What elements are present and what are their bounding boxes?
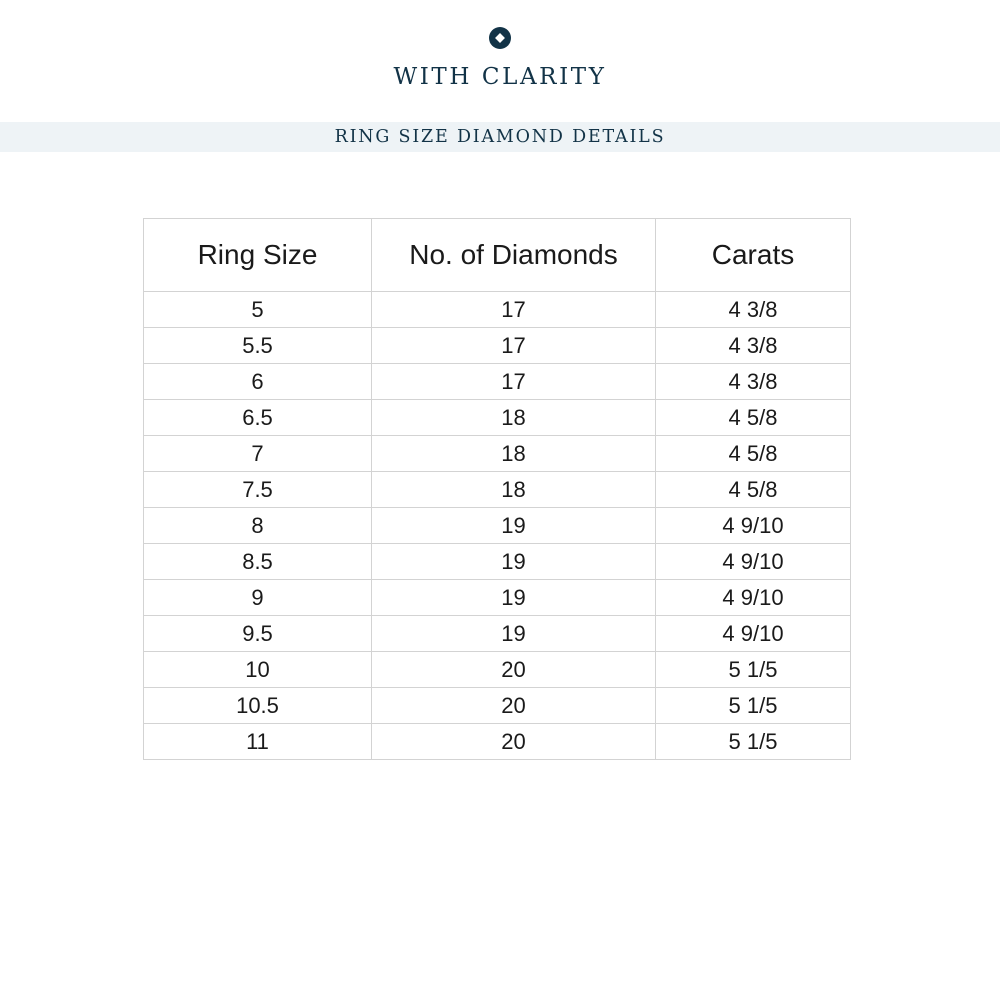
page-title: RING SIZE DIAMOND DETAILS xyxy=(334,127,666,147)
cell-ring-size: 8 xyxy=(144,508,372,544)
table-row xyxy=(144,652,851,688)
cell-carats: 5 1/5 xyxy=(656,652,851,688)
cell-carats: 4 9/10 xyxy=(656,544,851,580)
brand-logo-icon xyxy=(489,27,511,49)
table-row xyxy=(144,508,851,544)
diamond-icon xyxy=(495,33,505,43)
cell-diamond-count: 20 xyxy=(372,688,656,724)
cell-carats: 4 5/8 xyxy=(656,400,851,436)
brand-name: WITH CLARITY xyxy=(393,64,607,90)
cell-diamond-count: 19 xyxy=(372,616,656,652)
cell-ring-size: 10 xyxy=(144,652,372,688)
cell-ring-size: 5.5 xyxy=(144,328,372,364)
table-row xyxy=(144,616,851,652)
table-row xyxy=(144,328,851,364)
column-header-carats: Carats xyxy=(656,219,851,292)
column-header-diamond-count: No. of Diamonds xyxy=(372,219,656,292)
table-row xyxy=(144,580,851,616)
table-row xyxy=(144,472,851,508)
ring-size-table xyxy=(143,218,851,760)
cell-diamond-count: 19 xyxy=(372,544,656,580)
cell-ring-size: 5 xyxy=(144,292,372,328)
cell-ring-size: 7.5 xyxy=(144,472,372,508)
table-row xyxy=(144,544,851,580)
cell-diamond-count: 17 xyxy=(372,328,656,364)
table-row xyxy=(144,688,851,724)
title-banner xyxy=(0,122,1000,152)
cell-carats: 4 3/8 xyxy=(656,328,851,364)
cell-carats: 4 9/10 xyxy=(656,580,851,616)
cell-ring-size: 6.5 xyxy=(144,400,372,436)
cell-carats: 4 9/10 xyxy=(656,508,851,544)
cell-carats: 5 1/5 xyxy=(656,688,851,724)
table-header-row xyxy=(144,219,851,292)
cell-ring-size: 7 xyxy=(144,436,372,472)
cell-ring-size: 8.5 xyxy=(144,544,372,580)
cell-diamond-count: 18 xyxy=(372,436,656,472)
cell-carats: 4 3/8 xyxy=(656,292,851,328)
cell-carats: 4 5/8 xyxy=(656,472,851,508)
cell-diamond-count: 18 xyxy=(372,400,656,436)
cell-carats: 4 3/8 xyxy=(656,364,851,400)
table-row xyxy=(144,364,851,400)
cell-ring-size: 6 xyxy=(144,364,372,400)
table-row xyxy=(144,724,851,760)
cell-diamond-count: 18 xyxy=(372,472,656,508)
table-row xyxy=(144,292,851,328)
table-row xyxy=(144,400,851,436)
column-header-ring-size: Ring Size xyxy=(144,219,372,292)
cell-carats: 5 1/5 xyxy=(656,724,851,760)
table-body xyxy=(144,292,851,760)
cell-diamond-count: 19 xyxy=(372,580,656,616)
cell-diamond-count: 20 xyxy=(372,724,656,760)
table-row xyxy=(144,436,851,472)
cell-ring-size: 9 xyxy=(144,580,372,616)
cell-diamond-count: 17 xyxy=(372,364,656,400)
cell-diamond-count: 17 xyxy=(372,292,656,328)
cell-ring-size: 10.5 xyxy=(144,688,372,724)
cell-diamond-count: 19 xyxy=(372,508,656,544)
cell-diamond-count: 20 xyxy=(372,652,656,688)
cell-ring-size: 11 xyxy=(144,724,372,760)
brand-header xyxy=(0,27,1000,91)
cell-carats: 4 9/10 xyxy=(656,616,851,652)
cell-ring-size: 9.5 xyxy=(144,616,372,652)
cell-carats: 4 5/8 xyxy=(656,436,851,472)
